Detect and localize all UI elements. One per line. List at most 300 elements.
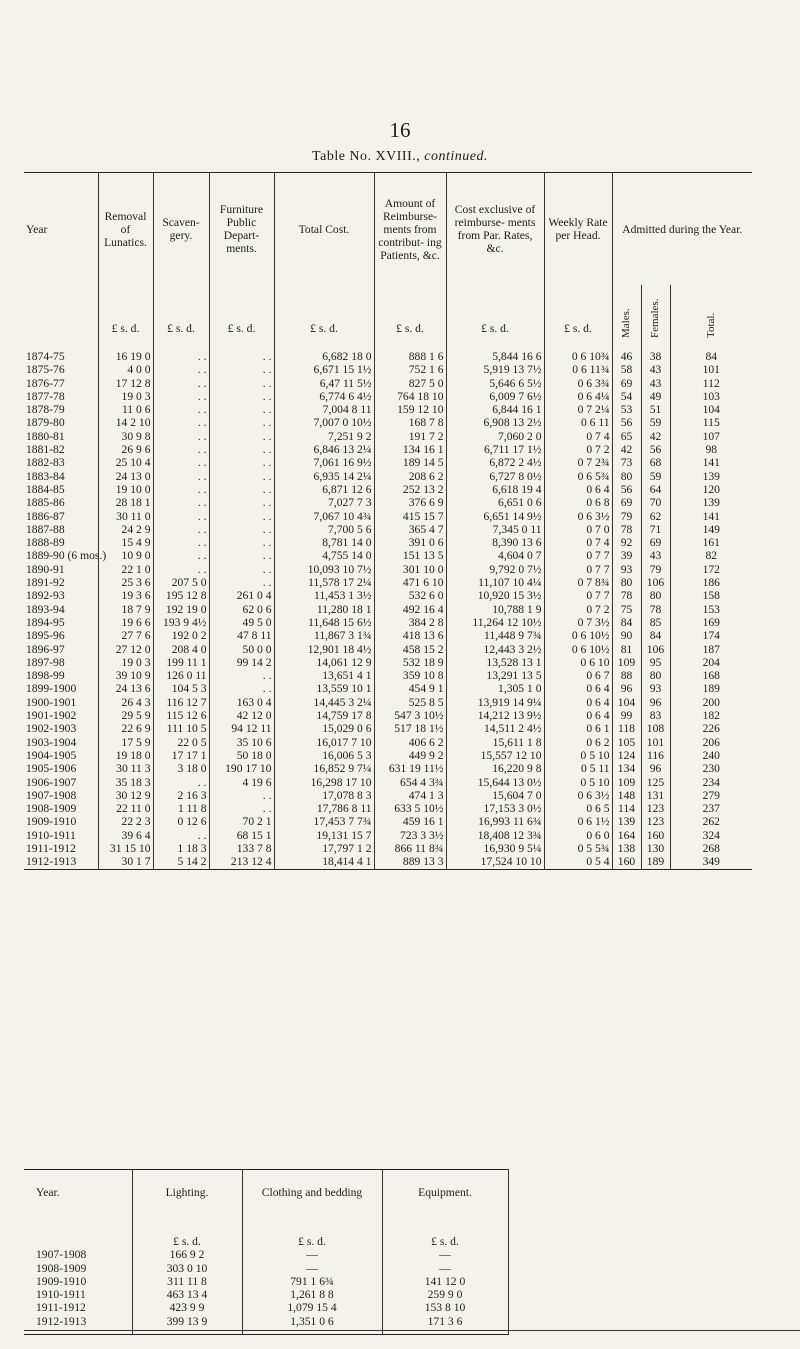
unit2-clothing: £ s. d.: [242, 1215, 382, 1248]
table-cell: 459 16 1: [374, 815, 446, 828]
table-cell: 138: [612, 842, 641, 855]
table-cell: 93: [612, 563, 641, 576]
table-cell: 415 15 7: [374, 510, 446, 523]
table-cell: 349: [670, 855, 752, 869]
header-females: Females.: [648, 298, 661, 338]
table-row: [24, 523, 752, 536]
table-cell: 15,644 13 0½: [446, 776, 544, 789]
table-row: [24, 603, 752, 616]
table-cell: 1904-1905: [26, 748, 77, 762]
table-cell: 19 6 6: [98, 616, 153, 629]
table-cell: 141: [670, 456, 752, 469]
table-cell: 19 0 3: [98, 656, 153, 669]
table-cell: —: [242, 1262, 382, 1275]
table-cell: 206: [670, 736, 752, 749]
table-cell: 0 6 5: [544, 802, 612, 815]
table-cell: 133 7 8: [209, 842, 274, 855]
table-cell: 889 13 3: [374, 855, 446, 869]
table-row: [24, 510, 752, 523]
table-cell: 139: [670, 470, 752, 483]
table-cell: 0 7 2¾: [544, 456, 612, 469]
table-cell: 200: [670, 696, 752, 709]
table-cell: 6,651 14 9½: [446, 510, 544, 523]
table-cell: 1907-1908: [26, 788, 77, 802]
table-cell: 6,47 11 5½: [274, 377, 374, 390]
table-cell: 174: [670, 629, 752, 642]
table-cell: 161: [670, 536, 752, 549]
table-cell: 471 6 10: [374, 576, 446, 589]
table-cell: 234: [670, 776, 752, 789]
table-cell: 22 6 9: [98, 722, 153, 735]
table-cell: 6,711 17 1½: [446, 443, 544, 456]
header-weekly-rate: Weekly Rate per Head.: [544, 173, 612, 286]
table-cell: 17,078 8 3: [274, 789, 374, 802]
table-cell: 125: [641, 776, 670, 789]
table-cell: 69: [641, 536, 670, 549]
table-cell: 131: [641, 789, 670, 802]
table-cell: 160: [612, 855, 641, 869]
table-row: [24, 802, 752, 815]
table-cell: 0 6 11¾: [544, 363, 612, 376]
table-cell: 39 6 4: [98, 829, 153, 842]
header2-lighting: Lighting.: [132, 1170, 242, 1216]
table-cell: 105: [612, 736, 641, 749]
table-cell: 0 7 7: [544, 563, 612, 576]
table-cell: 0 6 4: [544, 483, 612, 496]
table-cell: 35 18 3: [98, 776, 153, 789]
table-cell: 1879-80: [26, 416, 65, 430]
table-row: [24, 1315, 508, 1335]
unit-weekly-rate: £ s. d.: [544, 285, 612, 338]
table-cell: 106: [641, 576, 670, 589]
table-cell: 1894-95: [26, 615, 65, 629]
table-cell: 418 13 6: [374, 629, 446, 642]
table-cell: 149: [670, 523, 752, 536]
table-cell: 0 6 2: [544, 736, 612, 749]
table-cell: 64: [641, 483, 670, 496]
table-cell: 158: [670, 589, 752, 602]
table-cell: 1907-1908: [36, 1248, 87, 1262]
table-cell: 123: [641, 815, 670, 828]
table-cell: 262: [670, 815, 752, 828]
table-cell: 237: [670, 802, 752, 815]
table-cell: 22 0 5: [153, 736, 209, 749]
table-cell: 0 7 2: [544, 443, 612, 456]
table-cell: 104: [670, 403, 752, 416]
table-cell: 492 16 4: [374, 603, 446, 616]
table-cell: 16,220 9 8: [446, 762, 544, 775]
table-cell: 49: [641, 390, 670, 403]
table-cell: 752 1 6: [374, 363, 446, 376]
table-cell: 16,017 7 10: [274, 736, 374, 749]
table-cell: 11,280 18 1: [274, 603, 374, 616]
table-row: [24, 1288, 508, 1301]
table-cell: 0 7 2¼: [544, 403, 612, 416]
table-cell: 96: [641, 696, 670, 709]
table-cell: 189: [670, 682, 752, 695]
table-cell: 30 11 0: [98, 510, 153, 523]
table-cell: 49 5 0: [209, 616, 274, 629]
table-cell: . .: [209, 470, 274, 483]
table-cell: 547 3 10½: [374, 709, 446, 722]
table-cell: 1910-1911: [36, 1288, 86, 1302]
table-cell: 191 7 2: [374, 430, 446, 443]
table-cell: 1881-82: [26, 443, 65, 457]
page-number: 16: [389, 118, 411, 142]
table-cell: 1911-1912: [26, 841, 76, 855]
table-cell: 230: [670, 762, 752, 775]
table-cell: 153: [670, 603, 752, 616]
table-cell: 791 1 6¾: [242, 1275, 382, 1288]
table-cell: 168 7 8: [374, 416, 446, 429]
table-cell: 10 9 0: [98, 549, 153, 562]
table-cell: 6,908 13 2½: [446, 416, 544, 429]
table-cell: 0 6 4: [544, 696, 612, 709]
table-cell: 1 18 3: [153, 842, 209, 855]
table-cell: . .: [153, 416, 209, 429]
table-cell: 0 6 11: [544, 416, 612, 429]
table-cell: 10,920 15 3½: [446, 589, 544, 602]
table-cell: 0 5 11: [544, 762, 612, 775]
table-cell: 10,093 10 7½: [274, 563, 374, 576]
table-row: [24, 643, 752, 656]
table-cell: 195 12 8: [153, 589, 209, 602]
table-cell: 112: [670, 377, 752, 390]
table-cell: 70 2 1: [209, 815, 274, 828]
table-cell: 365 4 7: [374, 523, 446, 536]
unit-furniture: £ s. d.: [209, 285, 274, 338]
table-cell: 6,935 14 2¼: [274, 470, 374, 483]
table-cell: . .: [209, 536, 274, 549]
table-cell: 166 9 2: [132, 1248, 242, 1261]
table-cell: 108: [641, 722, 670, 735]
table-cell: 6,844 16 1: [446, 403, 544, 416]
supplementary-table-body: [24, 1215, 508, 1335]
table-cell: 24 13 0: [98, 470, 153, 483]
table-cell: 15,604 7 0: [446, 789, 544, 802]
table-cell: 199 11 1: [153, 656, 209, 669]
table-cell: 25 10 4: [98, 456, 153, 469]
table-cell: 866 11 8¾: [374, 842, 446, 855]
table-cell: . .: [153, 549, 209, 562]
table-cell: 50 0 0: [209, 643, 274, 656]
table-cell: 384 2 8: [374, 616, 446, 629]
table-cell: 106: [641, 643, 670, 656]
table-cell: 517 18 1½: [374, 722, 446, 735]
table-cell: 0 6 4: [544, 709, 612, 722]
table-cell: 11,578 17 2¼: [274, 576, 374, 589]
table-cell: 22 1 0: [98, 563, 153, 576]
table-cell: 1912-1913: [24, 1315, 132, 1335]
table-cell: 18 7 9: [98, 603, 153, 616]
table-cell: 723 3 3½: [374, 829, 446, 842]
table-cell: 5,844 16 6: [446, 350, 544, 363]
table-cell: 85: [641, 616, 670, 629]
table-cell: 190 17 10: [209, 762, 274, 775]
header-males: Males.: [619, 308, 632, 338]
table-cell: 8,781 14 0: [274, 536, 374, 549]
table-cell: 1893-94: [26, 602, 65, 616]
table-cell: 30 11 3: [98, 762, 153, 775]
table-row: [24, 855, 752, 869]
table-cell: 376 6 9: [374, 496, 446, 509]
table-cell: 12,443 3 2½: [446, 643, 544, 656]
table-cell: 7,700 5 6: [274, 523, 374, 536]
table-cell: 141 12 0: [382, 1275, 508, 1288]
table-row: [24, 736, 752, 749]
table-cell: 1880-81: [26, 429, 65, 443]
table-cell: 78: [612, 589, 641, 602]
table-cell: 1896-97: [26, 642, 65, 656]
table-cell: . .: [209, 510, 274, 523]
header-admitted: Admitted during the Year.: [612, 173, 752, 286]
table-cell: 54: [612, 390, 641, 403]
table-cell: 171 3 6: [382, 1315, 508, 1335]
table-cell: 0 6 8: [544, 496, 612, 509]
table-row: [24, 815, 752, 828]
table-cell: 7,060 2 0: [446, 430, 544, 443]
table-cell: 19 3 6: [98, 589, 153, 602]
table-cell: 118: [612, 722, 641, 735]
table-cell: 888 1 6: [374, 350, 446, 363]
table-cell: 107: [670, 430, 752, 443]
table-cell: 1911-1912: [36, 1301, 86, 1315]
table-cell: —: [382, 1248, 508, 1261]
table-cell: 1905-1906: [26, 762, 77, 776]
table-cell: 1878-79: [26, 403, 65, 417]
table-cell: 99 14 2: [209, 656, 274, 669]
table-row: [24, 576, 752, 589]
table-cell: 13,291 13 5: [446, 669, 544, 682]
table-cell: 1887-88: [26, 522, 65, 536]
table-cell: 58: [612, 363, 641, 376]
table-cell: 0 6 4¼: [544, 390, 612, 403]
table-cell: 0 5 10: [544, 749, 612, 762]
table-cell: 0 7 4: [544, 536, 612, 549]
table-cell: 19 18 0: [98, 749, 153, 762]
table-cell: . .: [209, 496, 274, 509]
table-row: [24, 789, 752, 802]
table-cell: 80: [641, 589, 670, 602]
table-cell: 79: [641, 563, 670, 576]
table-cell: 26 9 6: [98, 443, 153, 456]
table-cell: 7,251 9 2: [274, 430, 374, 443]
table-row: [24, 549, 752, 562]
table-cell: 15,029 0 6: [274, 722, 374, 735]
table-cell: 164: [612, 829, 641, 842]
table-row: [24, 1262, 508, 1275]
table-cell: 324: [670, 829, 752, 842]
table-cell: 5 14 2: [153, 855, 209, 869]
table-cell: 240: [670, 749, 752, 762]
table-cell: 80: [612, 470, 641, 483]
table-row: [24, 749, 752, 762]
table-cell: 1890-91: [26, 562, 65, 576]
table-cell: 279: [670, 789, 752, 802]
table-cell: 16,852 9 7¼: [274, 762, 374, 775]
table-cell: 139: [612, 815, 641, 828]
table-cell: 17,786 8 11: [274, 802, 374, 815]
table-row: [24, 616, 752, 629]
table-row: [24, 589, 752, 602]
table-cell: 1892-93: [26, 589, 65, 603]
table-cell: 159 12 10: [374, 403, 446, 416]
caption-suffix: continued.: [424, 149, 488, 164]
table-cell: 15,611 1 8: [446, 736, 544, 749]
table-cell: 6,009 7 6½: [446, 390, 544, 403]
table-row: [24, 842, 752, 855]
table-cell: 16,930 9 5¼: [446, 842, 544, 855]
table-cell: 7,004 8 11: [274, 403, 374, 416]
table-cell: 0 7 2: [544, 603, 612, 616]
table-cell: 207 5 0: [153, 576, 209, 589]
table-row: [24, 629, 752, 642]
table-cell: 4,755 14 0: [274, 549, 374, 562]
table-cell: 78: [641, 603, 670, 616]
table-cell: 208 6 2: [374, 470, 446, 483]
table-cell: 24 13 6: [98, 682, 153, 695]
table-cell: 1900-1901: [26, 695, 77, 709]
table-cell: 88: [612, 669, 641, 682]
table-cell: . .: [209, 549, 274, 562]
table-cell: 17,153 3 0½: [446, 802, 544, 815]
table-cell: 16 19 0: [98, 350, 153, 363]
table-row: [24, 776, 752, 789]
header-scavengery: Scaven- gery.: [153, 173, 209, 286]
table-cell: 0 7 7: [544, 589, 612, 602]
table-cell: 0 6 7: [544, 669, 612, 682]
table-cell: 1,261 8 8: [242, 1288, 382, 1301]
table-cell: —: [242, 1248, 382, 1261]
table-cell: 35 10 6: [209, 736, 274, 749]
table-cell: 30 12 9: [98, 789, 153, 802]
table-cell: 172: [670, 563, 752, 576]
table-cell: 104: [612, 696, 641, 709]
table-row: [24, 390, 752, 403]
table-cell: 1877-78: [26, 389, 65, 403]
table-cell: 11,264 12 10½: [446, 616, 544, 629]
table-cell: 11,867 3 1¾: [274, 629, 374, 642]
table-cell: 30 9 8: [98, 430, 153, 443]
table-cell: 2 16 3: [153, 789, 209, 802]
table-cell: 134 16 1: [374, 443, 446, 456]
table-cell: 51: [641, 403, 670, 416]
table-cell: 1906-1907: [26, 775, 77, 789]
table-cell: 6,846 13 2¼: [274, 443, 374, 456]
table-row: [24, 669, 752, 682]
table-cell: 92: [612, 536, 641, 549]
table-row: [24, 483, 752, 496]
table-row: [24, 496, 752, 509]
statistics-table-body: [24, 338, 752, 869]
table-cell: 213 12 4: [209, 855, 274, 869]
table-cell: . .: [209, 416, 274, 429]
table-cell: 75: [612, 603, 641, 616]
table-cell: 0 6 4: [544, 682, 612, 695]
table-cell: 1882-83: [26, 456, 65, 470]
table-row: [24, 416, 752, 429]
table-cell: 160: [641, 829, 670, 842]
table-cell: 78: [612, 523, 641, 536]
table-cell: . .: [153, 350, 209, 363]
table-cell: 19 0 3: [98, 390, 153, 403]
table-cell: 463 13 4: [132, 1288, 242, 1301]
table-cell: 17,797 1 2: [274, 842, 374, 855]
table-cell: . .: [209, 430, 274, 443]
table-cell: 301 10 0: [374, 563, 446, 576]
table-cell: 94 12 11: [209, 722, 274, 735]
table-cell: 18,414 4 1: [274, 855, 374, 869]
table-cell: 109: [612, 656, 641, 669]
table-cell: 1909-1910: [26, 815, 77, 829]
table-cell: 1884-85: [26, 482, 65, 496]
table-cell: 0 6 10½: [544, 643, 612, 656]
table-cell: 359 10 8: [374, 669, 446, 682]
table-cell: 70: [641, 496, 670, 509]
header-cost-exclusive: Cost exclusive of reimburse- ments from Par. Rates, &c.: [446, 173, 544, 286]
table-cell: . .: [153, 483, 209, 496]
table-cell: 28 18 1: [98, 496, 153, 509]
table-cell: 261 0 4: [209, 589, 274, 602]
table-cell: 93: [641, 682, 670, 695]
table-cell: 1901-1902: [26, 709, 77, 723]
table-cell: 14,759 17 8: [274, 709, 374, 722]
table-cell: 17 17 1: [153, 749, 209, 762]
table-cell: . .: [209, 523, 274, 536]
unit-scavengery: £ s. d.: [153, 285, 209, 338]
table-cell: 0 12 6: [153, 815, 209, 828]
table-cell: . .: [153, 430, 209, 443]
table-cell: 169: [670, 616, 752, 629]
table-cell: 17 12 8: [98, 377, 153, 390]
table-cell: . .: [209, 669, 274, 682]
table-cell: 81: [612, 643, 641, 656]
table-cell: 1910-1911: [26, 828, 76, 842]
table-row: [24, 443, 752, 456]
table-cell: 90: [612, 629, 641, 642]
table-cell: 168: [670, 669, 752, 682]
table-cell: 259 9 0: [382, 1288, 508, 1301]
header-year: Year: [24, 173, 98, 286]
table-cell: —: [382, 1262, 508, 1275]
table-row: [24, 722, 752, 735]
table-row: [24, 1301, 508, 1314]
table-cell: 1891-92: [26, 576, 65, 590]
table-cell: 1 11 8: [153, 802, 209, 815]
table-cell: 0 6 0: [544, 829, 612, 842]
table-cell: 19 10 0: [98, 483, 153, 496]
table-cell: 14,445 3 2¼: [274, 696, 374, 709]
table-cell: 13,528 13 1: [446, 656, 544, 669]
table-cell: 4 19 6: [209, 776, 274, 789]
table-cell: 116: [641, 749, 670, 762]
table-cell: . .: [209, 377, 274, 390]
table-cell: 151 13 5: [374, 549, 446, 562]
table-cell: 6,871 12 6: [274, 483, 374, 496]
table-cell: 69: [612, 377, 641, 390]
table-cell: 22 11 0: [98, 802, 153, 815]
table-cell: 0 7 4: [544, 430, 612, 443]
table-cell: 458 15 2: [374, 643, 446, 656]
table-cell: 11,448 9 7¾: [446, 629, 544, 642]
table-cell: . .: [153, 443, 209, 456]
table-cell: 11 0 6: [98, 403, 153, 416]
table-cell: 0 6 5¾: [544, 470, 612, 483]
table-cell: 9,792 0 7½: [446, 563, 544, 576]
table-cell: 22 2 3: [98, 815, 153, 828]
table-row: [24, 403, 752, 416]
table-cell: 13,559 10 1: [274, 682, 374, 695]
